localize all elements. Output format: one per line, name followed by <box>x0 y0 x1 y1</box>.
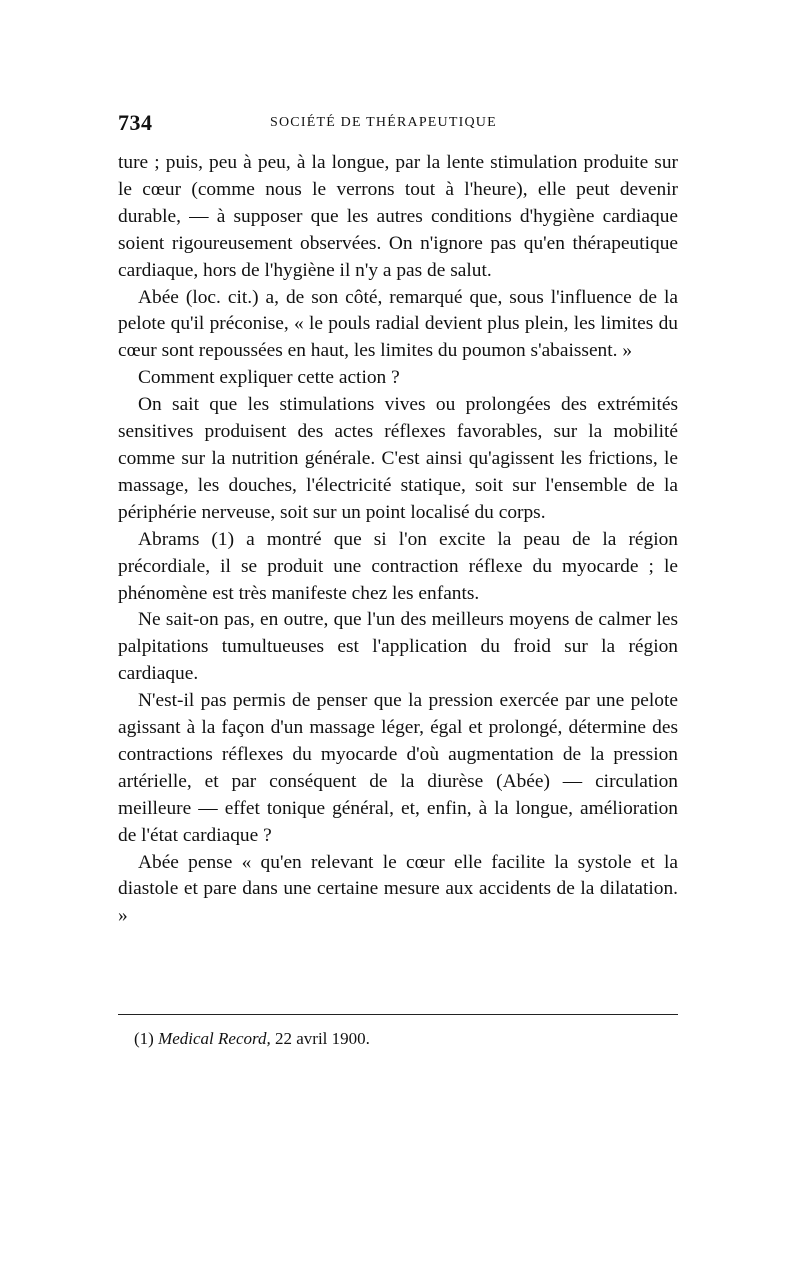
footnote-source: Medical Record, <box>158 1029 271 1048</box>
paragraph-continuation: ture ; puis, peu à peu, à la longue, par la lente stimulation produite sur le cœur (comme nous le verrons tout à l'heure), elle peut devenir durable, — à supposer que les autres conditions d'hygiène cardiaque soient rigoureusement observées. On n'ignore pas qu'en thérapeutique cardiaque, hors de l'hygiène il n'y a pas de salut. <box>118 152 678 281</box>
running-title: SOCIÉTÉ DE THÉRAPEUTIQUE <box>270 115 497 130</box>
page-number: 734 <box>118 110 153 135</box>
footnote-divider <box>118 1014 678 1015</box>
footnote-marker: (1) <box>134 1029 154 1048</box>
paragraph-question: Comment expliquer cette action ? <box>138 367 400 389</box>
running-head <box>118 110 678 140</box>
paragraph-stimulations: On sait que les stimulations vives ou prolongées des extrémités sensitives produisent des actes réflexes favorables, sur la mobilité comme sur la nutrition générale. C'est ainsi qu'agissent les frictions, le massage, les douches, l'électricité statique, soit sur l'ensemble de la périphérie nerveuse, soit sur un point localisé du corps. <box>118 394 678 523</box>
paragraph-pression: N'est-il pas permis de penser que la pression exercée par une pelote agissant à la façon d'un massage léger, égal et prolongé, détermine des contractions réflexes du myocarde d'où augmentation de la pression artérielle, et par conséquent de la diurèse (Abée) — circulation meilleure — effet tonique général, et, enfin, à la longue, amélioration de l'état cardiaque ? <box>118 690 678 846</box>
footnote-date: 22 avril 1900. <box>275 1029 370 1048</box>
footnote <box>134 1028 370 1050</box>
paragraph-abrams: Abrams (1) a montré que si l'on excite la peau de la région précordiale, il se produit une contraction réflexe du myocarde ; le phénomène est très manifeste chez les enfants. <box>118 528 678 604</box>
paragraph-palpitations: Ne sait-on pas, en outre, que l'un des meilleurs moyens de calmer les palpitations tumultueuses est l'application du froid sur la région cardiaque. <box>118 609 678 685</box>
paragraph-abee-pelote: Abée (loc. cit.) a, de son côté, remarqué que, sous l'influence de la pelote qu'il préconise, « le pouls radial devient plus plein, les limites du cœur sont repoussées en haut, les limites du poumon s'abaissent. » <box>118 286 678 362</box>
body-text <box>118 150 678 930</box>
paragraph-abee-systole: Abée pense « qu'en relevant le cœur elle facilite la systole et la diastole et pare dans une certaine mesure aux accidents de la dilatation. » <box>118 851 678 927</box>
